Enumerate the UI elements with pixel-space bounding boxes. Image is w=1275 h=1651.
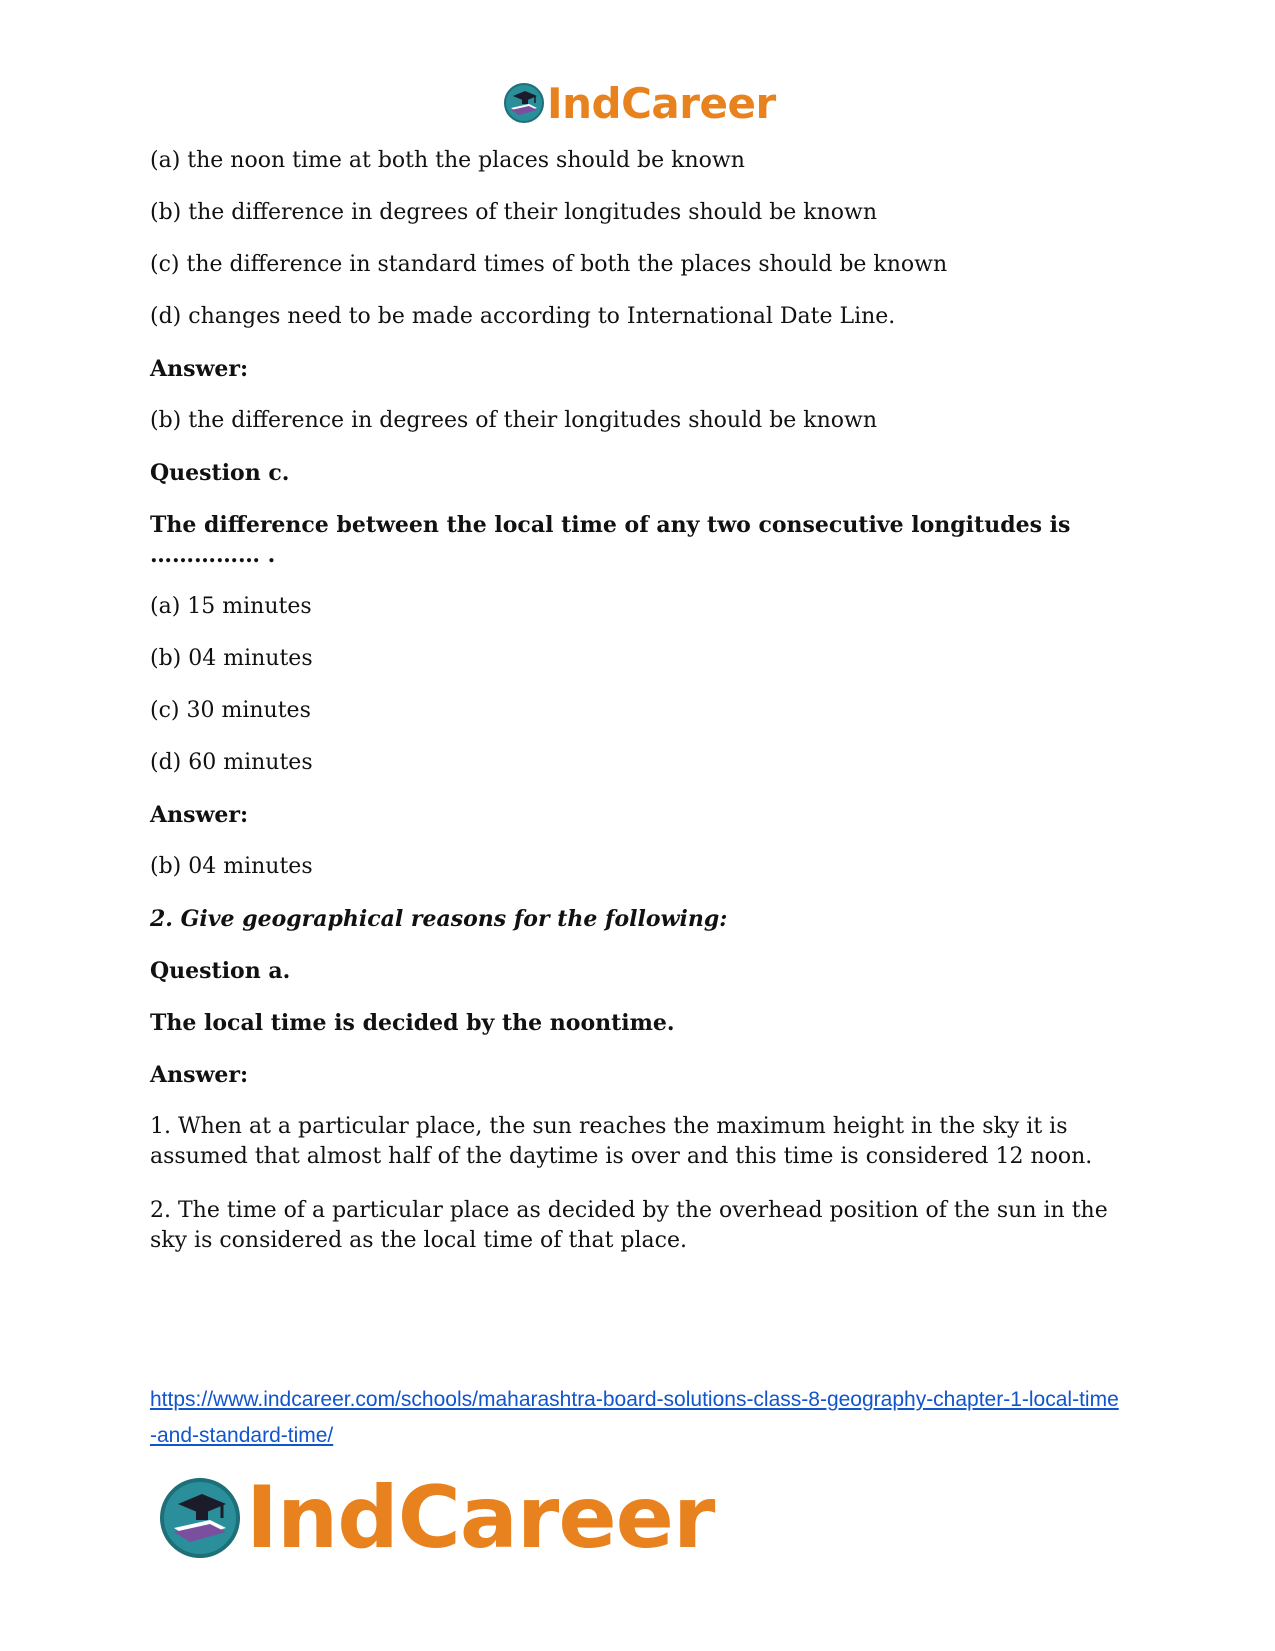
question-text: The local time is decided by the noontime.	[150, 1010, 675, 1036]
header-logo-text: IndCareer	[547, 78, 776, 128]
answer-label: Answer:	[150, 356, 249, 382]
footer-logo-text: IndCareer	[246, 1468, 715, 1568]
section-heading: 2. Give geographical reasons for the following:	[150, 906, 728, 932]
answer-label: Answer:	[150, 802, 249, 828]
option-c-line: (c) 30 minutes	[150, 698, 311, 723]
answer-text: (b) the difference in degrees of their longitudes should be known	[150, 408, 878, 433]
question-text: The difference between the local time of any two consecutive longitudes is …………… .	[150, 512, 1071, 568]
graduation-book-icon	[503, 82, 545, 124]
header-logo	[503, 78, 776, 128]
answer-point-1: 1. When at a particular place, the sun reaches the maximum height in the sky it is assumed that almost half of the daytime is over and this time is considered 12 noon.	[150, 1114, 1093, 1169]
footer-logo	[158, 1468, 714, 1568]
graduation-book-icon	[158, 1476, 242, 1560]
answer-text: (b) 04 minutes	[150, 854, 313, 879]
question-heading: Question a.	[150, 958, 291, 984]
source-url-link[interactable]: https://www.indcareer.com/schools/maharashtra-board-solutions-class-8-geography-chapter-1-local-time-and-standard-time/	[150, 1388, 1119, 1447]
option-b-line: (b) the difference in degrees of their longitudes should be known	[150, 200, 878, 225]
answer-label: Answer:	[150, 1062, 249, 1088]
option-a-line: (a) 15 minutes	[150, 594, 312, 619]
question-heading: Question c.	[150, 460, 290, 486]
option-b-line: (b) 04 minutes	[150, 646, 313, 671]
answer-point-2: 2. The time of a particular place as decided by the overhead position of the sun in the sky is considered as the local time of that place.	[150, 1198, 1108, 1253]
option-d-line: (d) changes need to be made according to International Date Line.	[150, 304, 896, 329]
option-c-line: (c) the difference in standard times of both the places should be known	[150, 252, 948, 277]
option-d-line: (d) 60 minutes	[150, 750, 313, 775]
option-a-line: (a) the noon time at both the places should be known	[150, 148, 745, 173]
